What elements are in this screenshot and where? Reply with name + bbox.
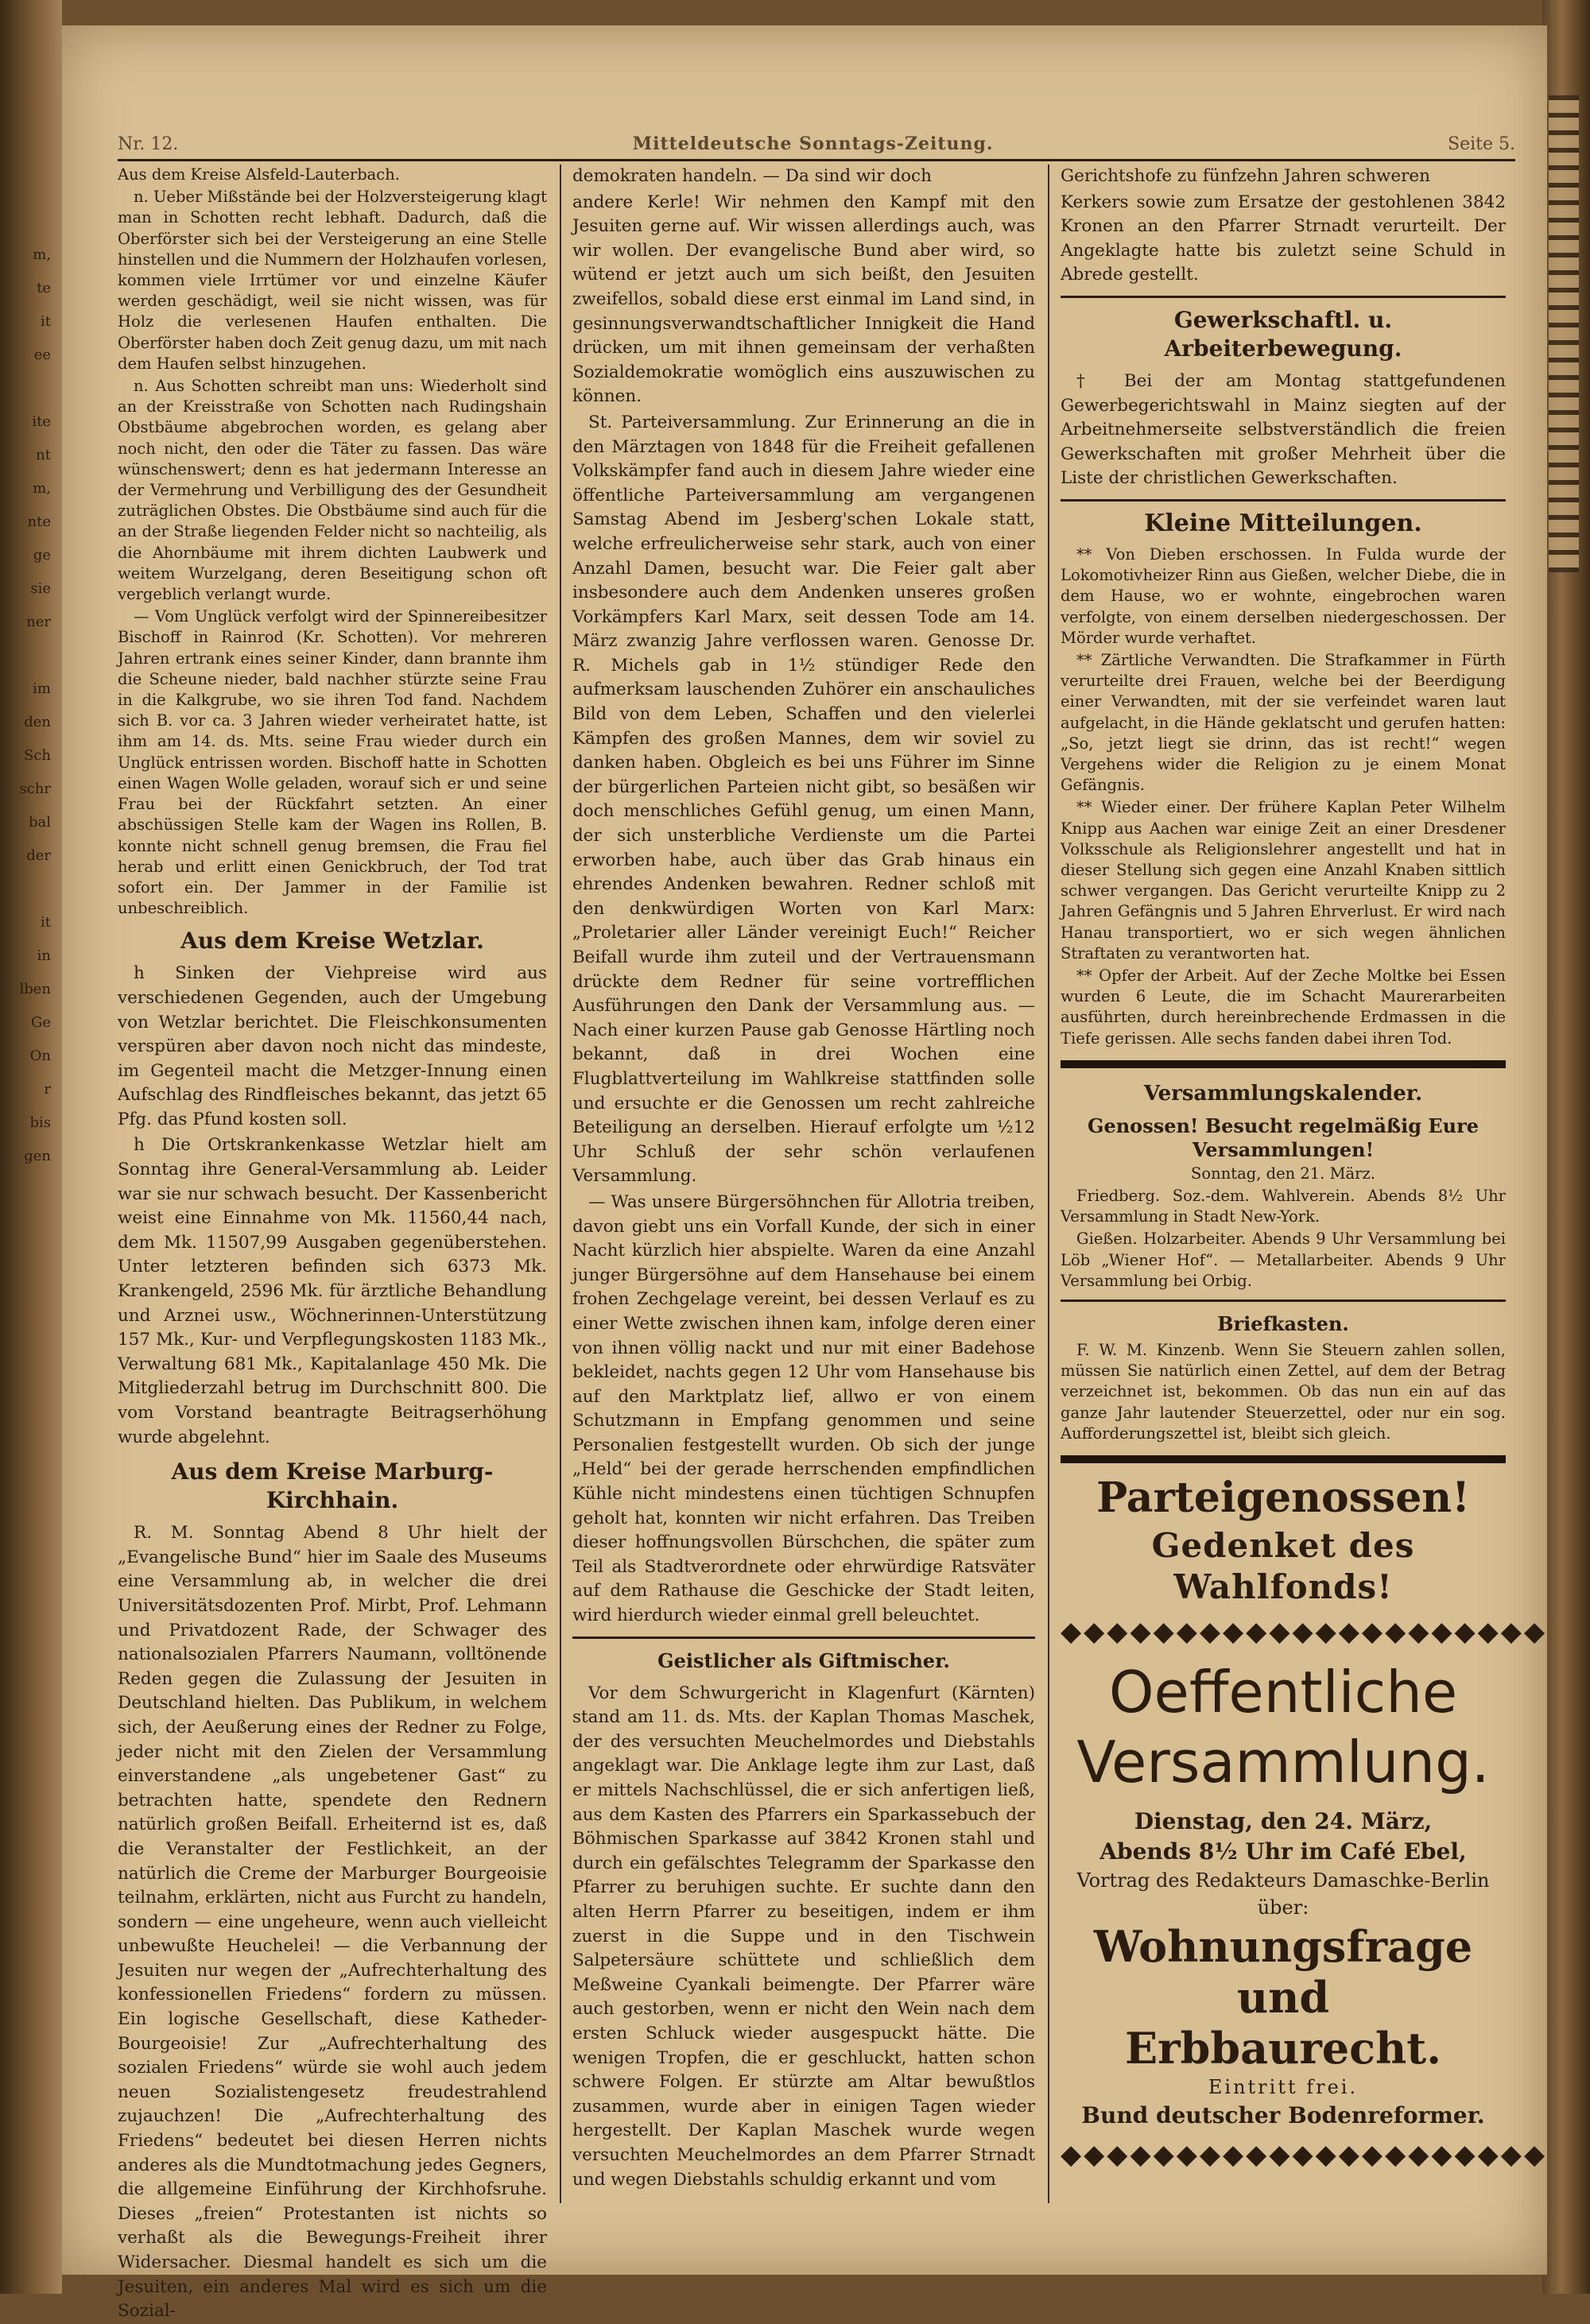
column-3 [1061, 165, 1548, 2203]
ad-organizer: Bund deutscher Bodenreformer. [1081, 2102, 1485, 2129]
column-2 [572, 165, 1035, 2203]
ornament-diamond-row: ◆◆◆◆◆◆◆◆◆◆◆◆◆◆◆◆◆◆◆◆◆ [1061, 2139, 1548, 2171]
ad-oeffentliche: Oeffentliche [1108, 1659, 1458, 1726]
ad-versammlung: Versammlung. [1076, 1729, 1490, 1796]
column-1 [118, 165, 547, 2322]
ad-vortrag: Vortrag des Redakteurs Damaschke-Berlin über: [1076, 1869, 1490, 1919]
column-rule-1 [560, 165, 561, 2203]
kalender-giessen: Gießen. Holzarbeiter. Abends 9 Uhr Versammlung bei Löb „Wiener Hof“. — Metallarbeiter. Abends 9 Uhr Versammlung bei Orbig. [1061, 1230, 1506, 1290]
notice-verwandten: ** Zärtliche Verwandten. Die Strafkammer in Fürth verurteilte drei Frauen, welche bei der Beerdigung einer Verwandten, mit der sie verfeindet waren laut aufgelacht, in die Hände geklatscht und gerufen hatten: „So, jetzt liegt sie drinn, das ist recht!“ wegen Vergehens wider die Religion zu je einem Monat Gefängnis. [1061, 650, 1506, 795]
briefkasten-answer: F. W. M. Kinzenb. Wenn Sie Steuern zahlen sollen, müssen Sie natürlich einen Zettel, auf dem der Betrag verzeichnet ist, bekommen. Ob das nun ein auf das ganze Jahr lautender Steuerzettel, oder nur ein sog. Aufforderungszettel ist, bleibt sich gleich. [1061, 1341, 1506, 1443]
thick-divider [1061, 1060, 1506, 1068]
article-parteiversammlung: St. Parteiversammlung. Zur Erinnerung an die in den Märztagen von 1848 für die Freiheit gefallenen Volkskämpfer fand auch in diesem Jahre wieder eine öffentliche Parteiversammlung am vergangenen Samstag Abend im Jesberg'schen Lokale statt, welche erfreulicherweise sehr stark, auch von einer Anzahl Damen, besucht war. Die Feier galt aber insbesondere auch dem Andenken unseres großen Vorkämpfers Karl Marx, seit dessen Tode am 14. März zwanzig Jahre verflossen waren. Genosse Dr. R. Michels gab in 1½ stündiger Rede den aufmerksam lauschenden Zuhörer ein anschauliches Bild von dem Leben, Schaffen und den vielerlei Kämpfen des großen Mannes, dem wir soviel zu danken haben. Obgleich es bei uns Führer im Sinne der bürgerlichen Parteien nicht gibt, so besäßen wir doch menschliches Gefühl genug, um einen Mann, der sich unsterbliche Verdienste um die Partei erworben habe, auch über das Grab hinaus ein ehrendes Andenken bewahren. Redner schloß mit den denkwürdigen Worten von Karl Marx: „Proletarier aller Länder vereinigt Euch!“ Reicher Beifall wurde ihm zuteil und der Vertrauensmann drückte dem Redner für seine vortrefflichen Ausführungen den Dank der Versammlung aus. — Nach einer kurzen Pause gab Genosse Härtling noch bekannt, daß in drei Wochen eine Flugblattverteilung im Wahlkreise stattfinden solle und ersuchte er die Genossen um recht zahlreiche Beteiligung an derselben. Hierauf erfolgte um ½12 Uhr Schluß der sehr schön verlaufenen Versammlung. [572, 412, 1035, 1187]
article-gewerbegerichtswahl: † Bei der am Montag stattgefundenen Gewerbegerichtswahl in Mainz siegten auf der Arbeitnehmerseite selbstverständlich die freien Gewerkschaften mit großer Mehrheit über die Liste der christlichen Gewerkschaften. [1061, 370, 1506, 489]
kalender-call: Genossen! Besucht regelmäßig Eure Versammlungen! [1087, 1114, 1479, 1161]
section-heading-marburg: Aus dem Kreise Marburg-Kirchhain. [171, 1458, 494, 1514]
article-holzversteigerung: n. Ueber Mißstände bei der Holzversteigerung klagt man in Schotten recht lebhaft. Dadurch, daß die Oberförster sich bei der Versteigerung an eine Stelle hinstellen und die Nummern der Holzhaufen vorlesen, kommen viele Irrtümer vor und einzelne Käufer werden geschädigt, weil sie nicht wissen, was für Holz die verlesenen Haufen enthalten. Die Oberförster haben doch Zeit genug dazu, um mit nach dem Haufen selbst hinzugehen. [118, 188, 547, 373]
article-ortskrankenkasse: h Die Ortskrankenkasse Wetzlar hielt am Sonntag ihre General-Versammlung ab. Leider war sie nur schwach besucht. Der Kassenbericht weist eine Einnahme von Mk. 11560,44 nach, dem Mk. 11507,99 Ausgaben gegenüberstehen. Unter letzteren befinden sich 6373 Mk. Krankengeld, 2596 Mk. für ärztliche Behandlung und Arznei usw., Wöchnerinnen-Unterstützung 157 Mk., Kur- und Verpflegungskosten 1183 Mk., Verwaltung 681 Mk., Kapitalanlage 450 Mk. Die Mitgliederzahl betrug im Durchschnitt 800. Die vom Vorstand beantragte Beitragserhöhung wurde abgelehnt. [118, 1135, 547, 1447]
notice-opfer-der-arbeit: ** Opfer der Arbeit. Auf der Zeche Moltke bei Essen wurden 6 Leute, die im Schacht Maurerarbeiten ausführten, durch hereinbrechende Erdmassen in die Tiefe gerissen. Alle sechs fanden dabei ihren Tod. [1061, 966, 1506, 1048]
ornament-diamond-row: ◆◆◆◆◆◆◆◆◆◆◆◆◆◆◆◆◆◆◆◆◆ [1061, 1616, 1548, 1648]
running-head: Aus dem Kreise Alsfeld-Lauterbach. [118, 165, 400, 184]
ad-topic-wohnungsfrage: Wohnungsfrage [1093, 1921, 1473, 1973]
running-head: Gerichtshofe zu fünfzehn Jahren schweren [1061, 166, 1430, 186]
kalender-date: Sonntag, den 21. März. [1191, 1164, 1375, 1183]
ad-parteigenossen: Parteigenossen! [1096, 1474, 1470, 1523]
notice-wieder-einer: ** Wieder einer. Der frühere Kaplan Peter Wilhelm Knipp aus Aachen war einige Zeit an einer Dresdener Volksschule als Religionslehrer angestellt und hat in dieser Stellung sich gegen eine Anzahl Knaben sittlich schwer vergangen. Das Gericht verurteilte Knipp zu 2 Jahren Gefängnis und 5 Jahren Ehrverlust. Er wird nach Hanau transportiert, wo er sich wegen ähnlichen Straftaten zu verantworten hat. [1061, 798, 1506, 963]
section-heading-gewerkschaft: Gewerkschaftl. u. Arbeiterbewegung. [1164, 306, 1402, 362]
section-heading-kleine-mitteilungen: Kleine Mitteilungen. [1144, 509, 1422, 537]
section-heading-wetzlar: Aus dem Kreise Wetzlar. [180, 928, 484, 955]
page-edge-right [1542, 0, 1590, 2294]
article-obstbaeume: n. Aus Schotten schreibt man uns: Wiederholt sind an der Kreisstraße von Schotten nach Rudingshain Obstbäume abgebrochen worden, es gelang aber noch nicht, den oder die Täter zu fassen. Das wäre wünschenswert; denn es hat jedermann Interesse an der Vermehrung und Verbilligung des der Gesundheit zuträglichen Obstes. Die Obstbäume sind auch für die an der Straße liegenden Felder nicht so nachteilig, als die Ahornbäume mit ihrem dichten Laubwerk und weitem Wurzelgang, deren Beseitigung schon oft vergeblich verlangt wurde. [118, 377, 547, 604]
newspaper-title: Mitteldeutsche Sonntags-Zeitung. [632, 134, 994, 154]
issue-number: Nr. 12. [118, 134, 179, 154]
ad-date: Dienstag, den 24. März, [1134, 1808, 1433, 1835]
article-buergersoehnchen: — Was unsere Bürgersöhnchen für Allotria treiben, davon giebt uns ein Vorfall Kunde, der sich in einer Nacht kürzlich hier abspielte. Waren da eine Anzahl junger Bürgersöhne auf dem Hansehause bei einem frohen Zechgelage vereint, bei dessen Verlauf es zu einer Wette zwischen ihnen kam, infolge deren einer von ihnen völlig nackt und nur mit einer Badehose bekleidet, nachts gegen 12 Uhr vom Hansehause bis auf den Marktplatz lief, allwo er von einem Schutzmann in Empfang genommen und seine Personalien festgestellt wurden. Ob sich der junge „Held“ bei der gerade herrschenden empfindlichen Kühle nicht mindestens einen tüchtigen Schnupfen geholt hat, konnten wir nicht erfahren. Das Treiben dieser hoffnungsvollen Bürschchen, die später zum Teil als Stadtverordnete oder ehrwürdige Ratsväter auf dem Rathause die Geschicke der Stadt leiten, wird hierdurch wieder einmal grell beleuchtet. [572, 1191, 1035, 1626]
ad-wahlfonds: Gedenket des Wahlfonds! [1151, 1526, 1415, 1607]
article-jesuiten-continued: andere Kerle! Wir nehmen den Kampf mit den Jesuiten gerne auf. Wir wissen allerdings auch, was wir wollen. Der evangelische Bund aber wird, so wütend er jetzt auch um sich beißt, den Jesuiten zweifellos, sobald diese erst einmal im Land sind, in gesinnungsverwandtschaftlicher Innigkeit die Hand drücken, um mit ihnen gemeinsam der verhaßten Sozialdemokratie womöglich eins auszuwischen zu können. [572, 192, 1035, 407]
notice-von-dieben: ** Von Dieben erschossen. In Fulda wurde der Lokomotivheizer Rinn aus Gießen, welcher Diebe, die in dem Hause, wo er wohnte, eingebrochen waren verfolgte, von einem derselben niedergeschossen. Der Mörder wurde verhaftet. [1061, 544, 1506, 647]
article-unglueck: — Vom Unglück verfolgt wird der Spinnereibesitzer Bischoff in Rainrod (Kr. Schotten). Vor mehreren Jahren ertrank eines seiner Kinder, dann brannte ihm die Scheune nieder, bald nachher stürzte seine Frau in die Kalkgrube, wo sie ihren Tod fand. Nachdem sich B. vor ca. 3 Jahren wieder verheiratet hatte, ist ihm am 14. ds. Mts. seine Frau wieder durch ein Unglück entrissen worden. Bischoff hatte in Schotten einen Wagen Wolle geladen, worauf sich er und seine Frau bei der Rückfahrt setzten. An einer abschüssigen Stelle kam der Wagen ins Rollen, B. konnte nicht schnell genug bremsen, die Frau fiel herab und erlitt einen Genickbruch, der Tod trat sofort ein. Der Jammer in der Familie ist unbeschreiblich. [118, 607, 547, 918]
section-heading-briefkasten: Briefkasten. [1217, 1312, 1349, 1336]
article-evangelischer-bund: R. M. Sonntag Abend 8 Uhr hielt der „Evangelische Bund“ hier im Saale des Museums eine Versammlung ab, in welcher die drei Universitätsdozenten Prof. Mirbt, Prof. Lehmann und Privatdozent Rade, der Schwager des nationalsozialen Pfarrers Naumann, volltönende Reden gegen die Zulassung der Jesuiten in Deutschland hielten. Das Publikum, in welchem sich, der Aeußerung eines der Redner zu Folge, jeder nicht mit den Zielen der Versammlung einverstandene „als ungebetener Gast“ zu betrachten hatte, spendete den Rednern natürlich großen Beifall. Erheiternd ist es, daß die Veranstalter der Festlichkeit, an der natürlich die Creme der Marburger Bourgeoisie teilnahm, erklärten, nicht aus Furcht zu handeln, sondern — eine ungeheure, wenn auch vielleicht unbewußte Heuchelei! — die Verbannung der Jesuiten nur wegen der „Aufrechterhaltung des konfessionellen Friedens“ fordern zu müssen. Ein logische Gesellschaft, diese Katheder-Bourgeoisie! Zur „Aufrechterhaltung des sozialen Friedens“ würde sie wohl auch jedem neuen Sozialistengesetz freudestrahlend zujauchzen! Die „Aufrechterhaltung des Friedens“ bedeutet bei diesen Herren nichts anderes als die Mundtotmachung jedes Gegners, die allgemeine Einführung der Kirchhofsruhe. Dieses „freien“ Protestanten ist nichts so verhaßt als die Bewegungs-Freiheit ihrer Widersacher. Diesmal handelt es sich um die Jesuiten, ein anderes Mal wird es sich um die Sozial- [118, 1523, 547, 2322]
kalender-friedberg: Friedberg. Soz.-dem. Wahlverein. Abends 8½ Uhr Versammlung in Stadt New-York. [1061, 1187, 1506, 1226]
page-number: Seite 5. [1448, 134, 1515, 154]
divider [572, 1636, 1035, 1639]
ad-topic-und: und [1236, 1972, 1330, 2024]
running-head: demokraten handeln. — Da sind wir doch [572, 166, 932, 186]
section-heading-kalender: Versammlungskalender. [1143, 1081, 1423, 1106]
masthead [118, 114, 1515, 161]
article-giftmischer: Vor dem Schwurgericht in Klagenfurt (Kärnten) stand am 11. ds. Mts. der Kaplan Thomas Maschek, der des versuchten Meuchelmordes und Diebstahls angeklagt war. Die Anklage legte ihm zur Last, daß er mittels Nachschlüssel, die er sich anfertigen ließ, aus dem Kasten des Pfarrers ein Sparkassebuch der Böhmischen Sparkasse auf 3842 Kronen stahl und durch ein gefälschtes Telegramm der Sparkasse den Pfarrer zu beruhigen suchte. Er suchte dann den alten Herrn Pfarrer zu beseitigen, indem er ihm zuerst in die Suppe und in den Tischwein Salpetersäure schüttete und schließlich dem Meßweine Cyankali beimengte. Der Pfarrer wäre auch gestorben, wenn er nicht den Wein nach dem ersten Schluck wieder ausgespuckt hätte. Die wenigen Tropfen, die er geschluckt, hatten schon schwere Folgen. Er stürzte am Altar bewußtlos zusammen, wurde aber in einigen Tagen wieder hergestellt. Der Kaplan Maschek wurde wegen versuchten Meuchelmordes an dem Pfarrer Strnadt und wegen Diebstahls schuldig erkannt und vom [572, 1683, 1035, 2190]
column-rule-2 [1048, 165, 1049, 2203]
edge-stripes [1549, 95, 1579, 572]
binding-text-fragments: m, te it ee ite nt m, nte ge sie ner im den Sch schr bal der it in lben Ge On r bis gen [19, 246, 51, 1164]
article-viehpreise: h Sinken der Viehpreise wird aus verschiedenen Gegenden, auch der Umgebung von Wetzlar berichtet. Die Fleischkonsumenten verspüren aber davon noch nicht das mindeste, im Gegenteil macht die Metzger-Innung einen Aufschlag des Rindfleisches bekannt, das jetzt 65 Pfg. das Pfund kosten soll. [118, 963, 547, 1129]
divider [1061, 499, 1506, 502]
ad-entry: Eintritt frei. [1208, 2076, 1359, 2099]
book-binding [0, 0, 62, 2294]
newspaper-page [62, 25, 1548, 2322]
divider [1061, 296, 1506, 298]
ad-time: Abends 8½ Uhr im Café Ebel, [1099, 1838, 1467, 1865]
section-heading-geistlicher: Geistlicher als Giftmischer. [657, 1648, 950, 1672]
ad-topic-erbbaurecht: Erbbaurecht. [1124, 2023, 1442, 2074]
divider [1061, 1300, 1506, 1302]
article-giftmischer-continued: Kerkers sowie zum Ersatze der gestohlenen 3842 Kronen an den Pfarrer Strnadt verurteilt. Der Angeklagte hatte bis zuletzt seine Schuld in Abrede gestellt. [1061, 192, 1506, 285]
thick-divider [1061, 1455, 1506, 1463]
